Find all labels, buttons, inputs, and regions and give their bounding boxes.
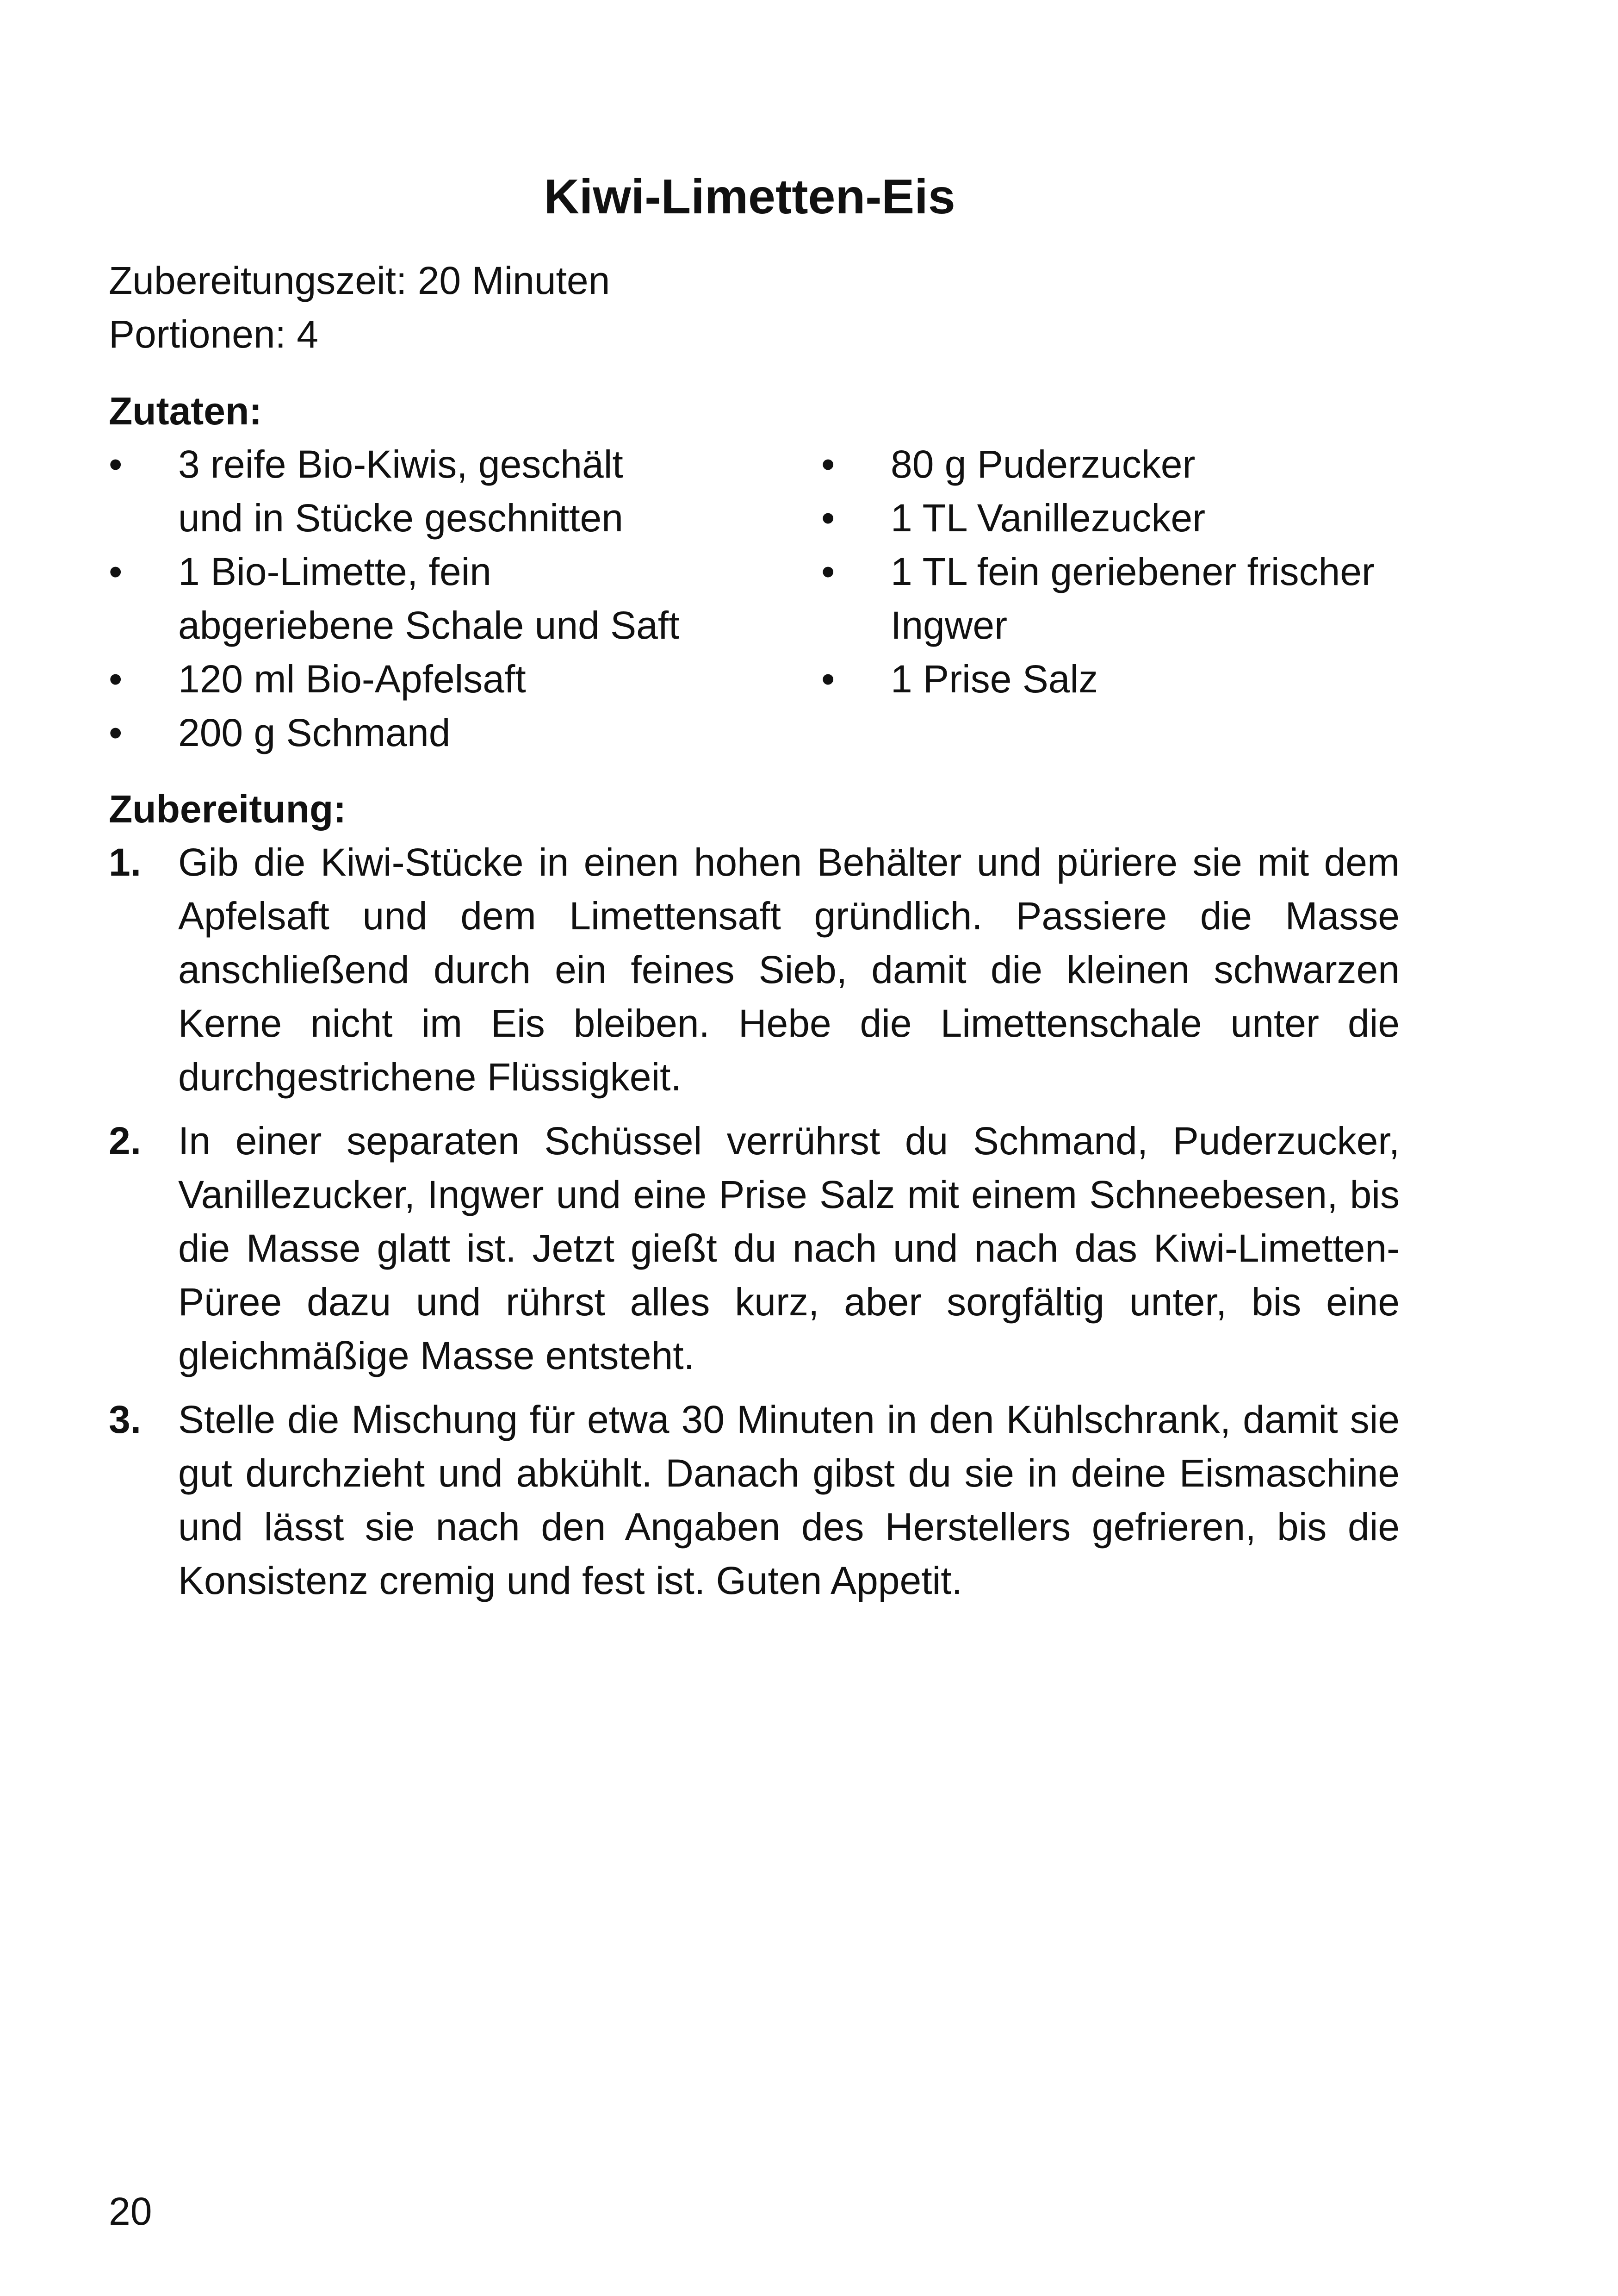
servings: Portionen: 4 xyxy=(109,312,318,356)
ingredient-text: 3 reife Bio-Kiwis, geschält und in Stücke geschnitten xyxy=(178,442,623,540)
ingredient-item xyxy=(109,706,687,759)
ingredient-item xyxy=(821,652,1400,706)
step-text: In einer separaten Schüssel verrührst du Schmand, Puderzucker, Vanillezucker, Ingwer und eine Prise Salz mit einem Schneebesen, bis die Masse glatt ist. Jetzt gießt du nach und nach das Kiwi-Limetten-Püree dazu und rührst alles kurz, aber sorgfältig unter, bis eine gleichmäßige Masse entsteht. xyxy=(178,1119,1400,1377)
recipe-meta xyxy=(109,254,610,361)
step-number: 2. xyxy=(109,1119,142,1163)
bullet-icon: • xyxy=(109,711,123,754)
ingredient-text: 1 Prise Salz xyxy=(891,657,1098,701)
step-number: 1. xyxy=(109,840,142,884)
recipe-title: Kiwi-Limetten-Eis xyxy=(544,169,955,224)
bullet-icon: • xyxy=(821,657,835,701)
ingredient-text: 200 g Schmand xyxy=(178,711,451,754)
ingredients-heading: Zutaten: xyxy=(109,389,262,433)
ingredient-item xyxy=(109,545,687,652)
ingredient-text: 1 TL Vanillezucker xyxy=(891,496,1206,540)
bullet-icon: • xyxy=(109,657,123,701)
page-number: 20 xyxy=(109,2190,152,2233)
step-number: 3. xyxy=(109,1398,142,1441)
bullet-icon: • xyxy=(109,550,123,593)
step-text: Gib die Kiwi-Stücke in einen hohen Behälter und püriere sie mit dem Apfelsaft und dem Limettensaft gründlich. Passiere die Masse anschließend durch ein feines Sieb, damit die kleinen schwarzen Kerne nicht im Eis bleiben. Hebe die Limettenschale unter die durchgestrichene Flüssigkeit. xyxy=(178,840,1400,1099)
preparation-step xyxy=(109,1114,1400,1382)
preparation-steps xyxy=(109,835,1400,1618)
ingredient-item xyxy=(821,545,1400,652)
prep-time: Zubereitungszeit: 20 Minuten xyxy=(109,259,610,302)
ingredients-column-left xyxy=(109,437,687,759)
ingredient-item xyxy=(109,437,687,545)
ingredient-text: 120 ml Bio-Apfelsaft xyxy=(178,657,526,701)
step-text: Stelle die Mischung für etwa 30 Minuten in den Kühlschrank, damit sie gut durchzieht und abkühlt. Danach gibst du sie in deine Eismaschine und lässt sie nach den Angaben des Herstellers gefrieren, bis die Konsistenz cremig und fest ist. Guten Appetit. xyxy=(178,1398,1400,1602)
bullet-icon: • xyxy=(821,550,835,593)
bullet-icon: • xyxy=(109,442,123,486)
bullet-icon: • xyxy=(821,442,835,486)
ingredients-column-right xyxy=(821,437,1400,706)
ingredients-list xyxy=(109,437,1404,761)
preparation-heading: Zubereitung: xyxy=(109,787,347,831)
ingredient-text: 1 TL fein geriebener frischer Ingwer xyxy=(891,550,1375,647)
preparation-step xyxy=(109,1393,1400,1607)
ingredient-item xyxy=(821,437,1400,491)
ingredient-text: 1 Bio-Limette, fein abgeriebene Schale und Saft xyxy=(178,550,680,647)
preparation-step xyxy=(109,835,1400,1104)
ingredient-item xyxy=(109,652,687,706)
ingredient-item xyxy=(821,491,1400,545)
bullet-icon: • xyxy=(821,496,835,540)
ingredient-text: 80 g Puderzucker xyxy=(891,442,1196,486)
